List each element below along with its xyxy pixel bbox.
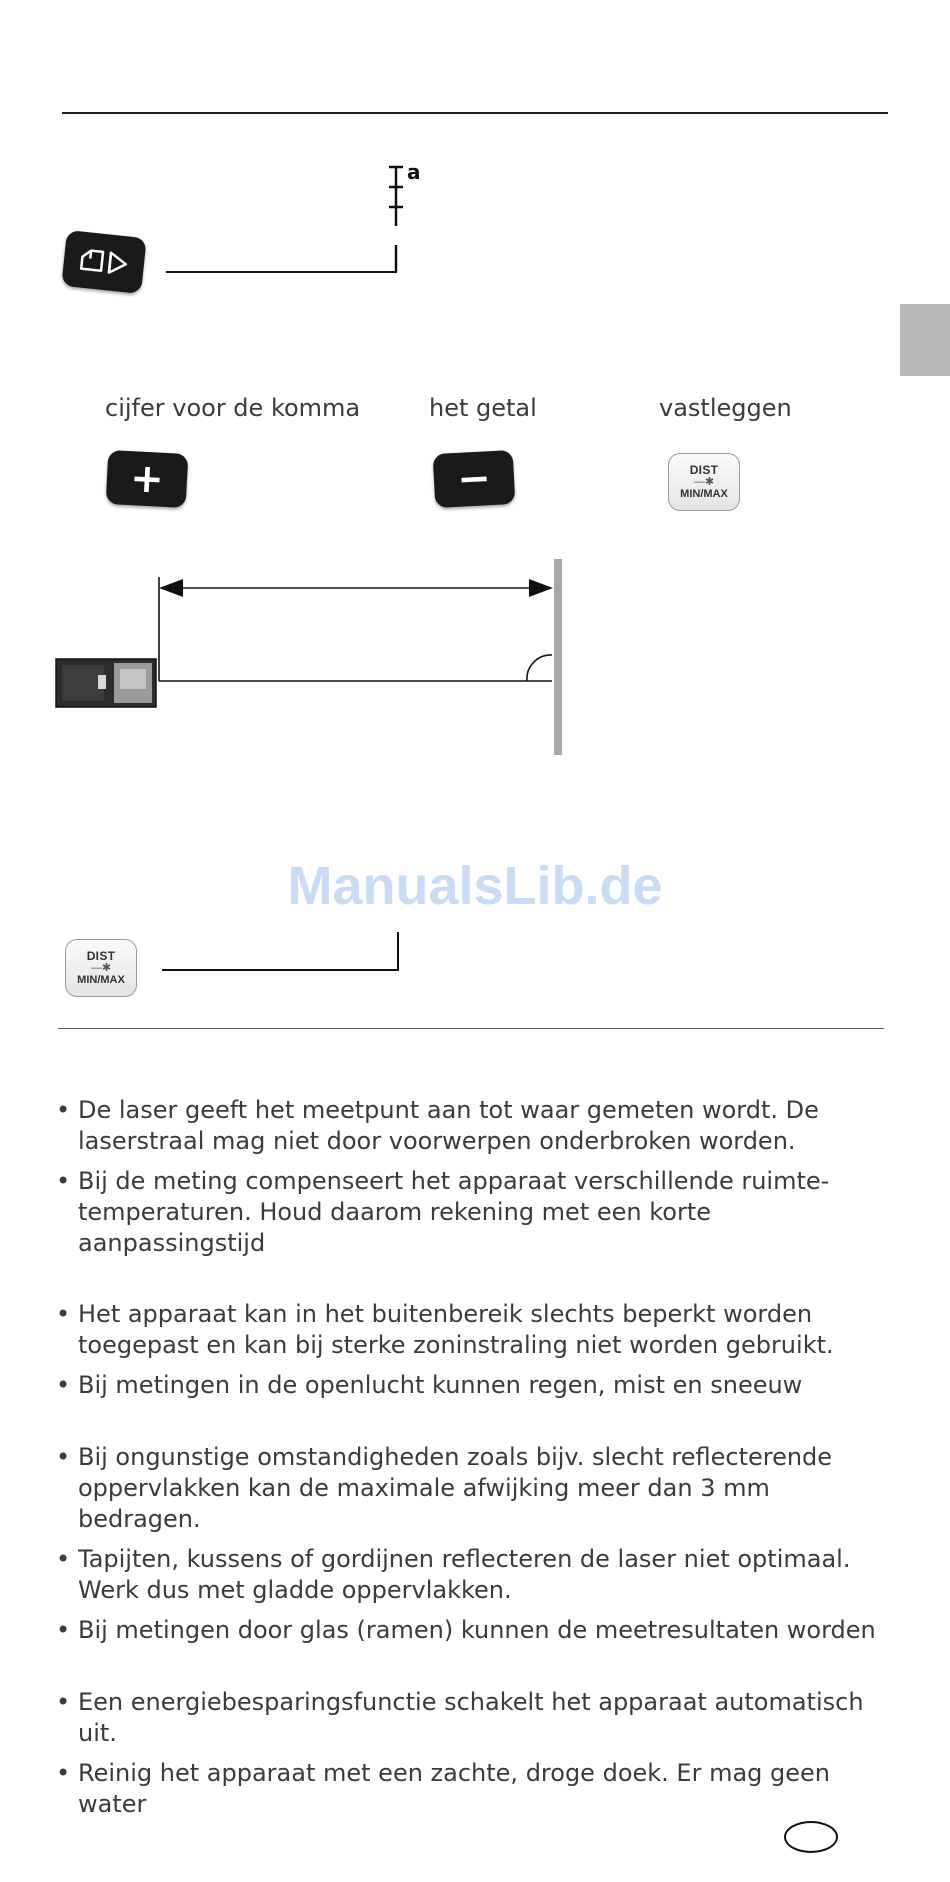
list-item: • Bij metingen in de openlucht kunnen regen, mist en sneeuw [56,1370,896,1401]
minus-button[interactable] [433,450,516,508]
mode-button[interactable] [61,230,146,294]
label-comma-digit: cijfer voor de komma [105,394,361,422]
minus-icon: − [456,455,492,503]
section-tab [900,304,950,376]
dist-label: DIST [689,462,719,477]
notes-list [56,1095,896,1820]
dist-minmax-button-2[interactable] [65,939,137,997]
label-save: vastleggen [659,394,792,422]
list-item: • Een energiebesparingsfunctie schakelt het apparaat automatisch uit. [56,1687,896,1749]
minmax-label: MIN/MAX [680,487,728,500]
laser-icon: —✱ [693,475,715,488]
list-item: • Bij de meting compenseert het apparaat verschillende ruimte- temperaturen. Houd daarom rekening met een korte aanpassingstijd [56,1166,896,1259]
mode-arrow-icon [75,244,134,280]
dist-minmax-button[interactable] [668,453,740,511]
top-rule [62,112,888,114]
country-code-oval [784,1821,838,1853]
section-divider [58,1028,884,1029]
list-item: • Bij ongunstige omstandigheden zoals bijv. slecht reflecterende oppervlakken kan de maximale afwijking meer dan 3 mm bedragen. [56,1442,896,1535]
wall [554,559,562,755]
arrow-right-icon [529,579,553,597]
dist-label: DIST [86,948,116,963]
laser-icon: —✱ [90,961,112,974]
list-item: • Het apparaat kan in het buitenbereik slechts beperkt worden toegepast en kan bij sterke zoninstraling niet worden gebruikt. [56,1299,896,1361]
indicator-letter: a [407,160,421,184]
plus-icon: + [129,455,165,503]
list-item: • Bij metingen door glas (ramen) kunnen de meetresultaten worden [56,1615,896,1646]
measurement-diagram [50,555,570,760]
arrow-left-icon [159,579,183,597]
minmax-label: MIN/MAX [77,973,125,986]
device-illustration [56,659,156,707]
label-number: het getal [429,394,537,422]
list-item: • De laser geeft het meetpunt aan tot waar gemeten wordt. De laserstraal mag niet door voorwerpen onderbroken worden. [56,1095,896,1157]
list-item: • Reinig het apparaat met een zachte, droge doek. Er mag geen water [56,1758,896,1820]
plus-button[interactable] [106,450,189,508]
watermark: ManualsLib.de [287,856,663,916]
dist-leader-line [160,930,410,972]
list-item: • Tapijten, kussens of gordijnen reflecteren de laser niet optimaal. Werk dus met gladde oppervlakken. [56,1544,896,1606]
